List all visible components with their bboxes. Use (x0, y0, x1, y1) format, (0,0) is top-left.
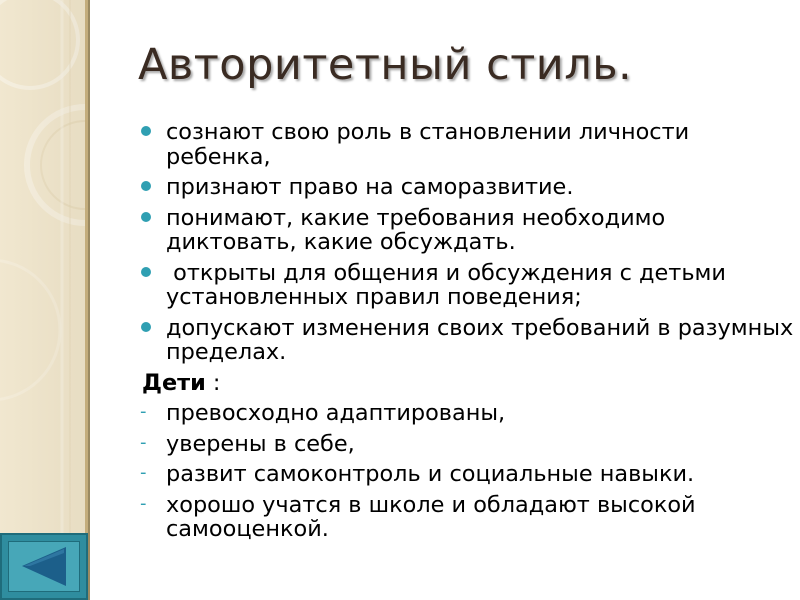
bullet-dot-icon (140, 175, 160, 191)
children-text: уверены в себе, (166, 430, 355, 457)
bullet-text: признают право на саморазвитие. (166, 174, 574, 200)
children-item (140, 401, 795, 426)
bullet-dot-icon (140, 261, 160, 277)
dash-icon: - (140, 492, 147, 514)
bullet-text: понимают, какие требования необходимо диктовать, какие обсуждать. (166, 204, 666, 255)
bullet-text: открыты для общения и обсуждения с детьми установленных правил поведения; (166, 259, 734, 310)
children-label: Дети (142, 369, 206, 396)
dash-icon: - (140, 431, 147, 453)
bullet-item (140, 175, 795, 200)
slide-content (140, 120, 795, 548)
bullet-item (140, 316, 795, 365)
children-suffix: : (205, 369, 221, 396)
children-text: превосходно адаптированы, (166, 400, 506, 426)
slide-title: Авторитетный стиль. (138, 40, 633, 90)
bullet-dot-icon (140, 316, 160, 332)
nav-back-button[interactable] (0, 533, 88, 600)
back-arrow-icon (8, 541, 80, 592)
sidebar-border-dark (88, 0, 90, 600)
bullet-text: допускают изменения своих требований в разумных пределах. (166, 314, 794, 365)
children-item (140, 493, 795, 542)
children-list (140, 401, 795, 542)
bullet-item (140, 261, 795, 310)
children-text: развит самоконтроль и социальные навыки. (166, 461, 695, 487)
bullet-item (140, 206, 795, 255)
nav-back-button-face (8, 541, 80, 592)
children-text: хорошо учатся в школе и обладают высокой самооценкой. (166, 491, 696, 542)
decorative-sidebar (0, 0, 85, 600)
children-heading (142, 371, 795, 396)
bullet-list (140, 120, 795, 365)
children-item (140, 432, 795, 457)
bullet-text: сознают свою роль в становлении личности ребенка, (166, 119, 690, 170)
dash-icon: - (140, 401, 147, 422)
bullet-item (140, 120, 795, 169)
children-item (140, 462, 795, 487)
bullet-dot-icon (140, 120, 160, 136)
sidebar-shade (0, 0, 85, 600)
dash-icon: - (140, 462, 147, 483)
bullet-dot-icon (140, 206, 160, 222)
